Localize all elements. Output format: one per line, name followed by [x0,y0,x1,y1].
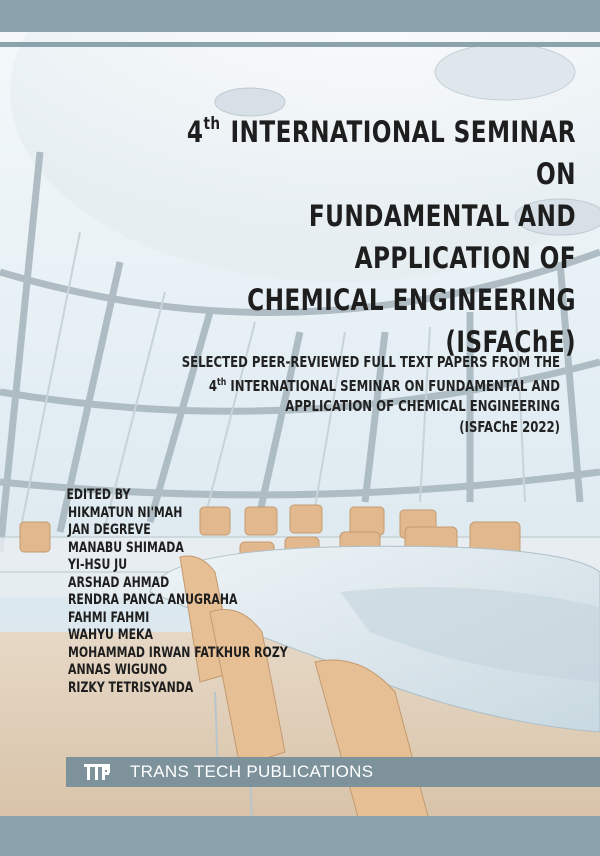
editor-name: MOHAMMAD IRWAN FATKHUR ROZY [68,644,288,661]
subtitle-ordinal-suffix: th [217,376,227,388]
subtitle-line-3: APPLICATION OF CHEMICAL ENGINEERING [285,397,560,415]
title-line-3: CHEMICAL ENGINEERING (ISFAChE) [247,283,576,359]
book-subtitle [139,352,560,437]
editor-name: ARSHAD AHMAD [68,574,170,591]
title-ordinal-number: 4 [186,115,204,149]
title-line-1-text: INTERNATIONAL SEMINAR ON [230,115,576,191]
subtitle-line-4: (ISFAChE 2022) [459,417,560,436]
book-title [160,103,576,363]
editor-name: FAHMI FAHMI [68,609,150,626]
subtitle-line-2-text: INTERNATIONAL SEMINAR ON FUNDAMENTAL AND [230,376,560,395]
ttp-logo-icon [84,764,110,780]
edited-by-label: EDITED BY [66,487,131,503]
editor-name: MANABU SHIMADA [68,539,184,556]
title-ordinal-suffix: th [203,114,221,134]
editor-name: WAHYU MEKA [68,627,153,643]
top-divider-line [0,42,600,47]
subtitle-line-1: SELECTED PEER-REVIEWED FULL TEXT PAPERS FROM THE [181,353,560,371]
subtitle-line-2 [139,373,560,397]
editors-block [68,487,288,697]
title-line-1 [160,103,576,195]
editor-name: RIZKY TETRISYANDA [68,679,194,696]
editor-name: YI-HSU JU [68,557,128,573]
editor-name: JAN DEGREVE [68,522,151,538]
editor-name: ANNAS WIGUNO [68,662,168,678]
publisher-name: TRANS TECH PUBLICATIONS [130,762,374,781]
editor-name: HIKMATUN NI'MAH [68,504,183,521]
subtitle-ordinal-number: 4 [208,376,218,395]
top-band [0,0,600,32]
bottom-band [0,816,600,856]
title-line-2: FUNDAMENTAL AND APPLICATION OF [308,199,576,275]
editor-name: RENDRA PANCA ANUGRAHA [68,592,238,608]
publisher-bar [66,757,600,787]
